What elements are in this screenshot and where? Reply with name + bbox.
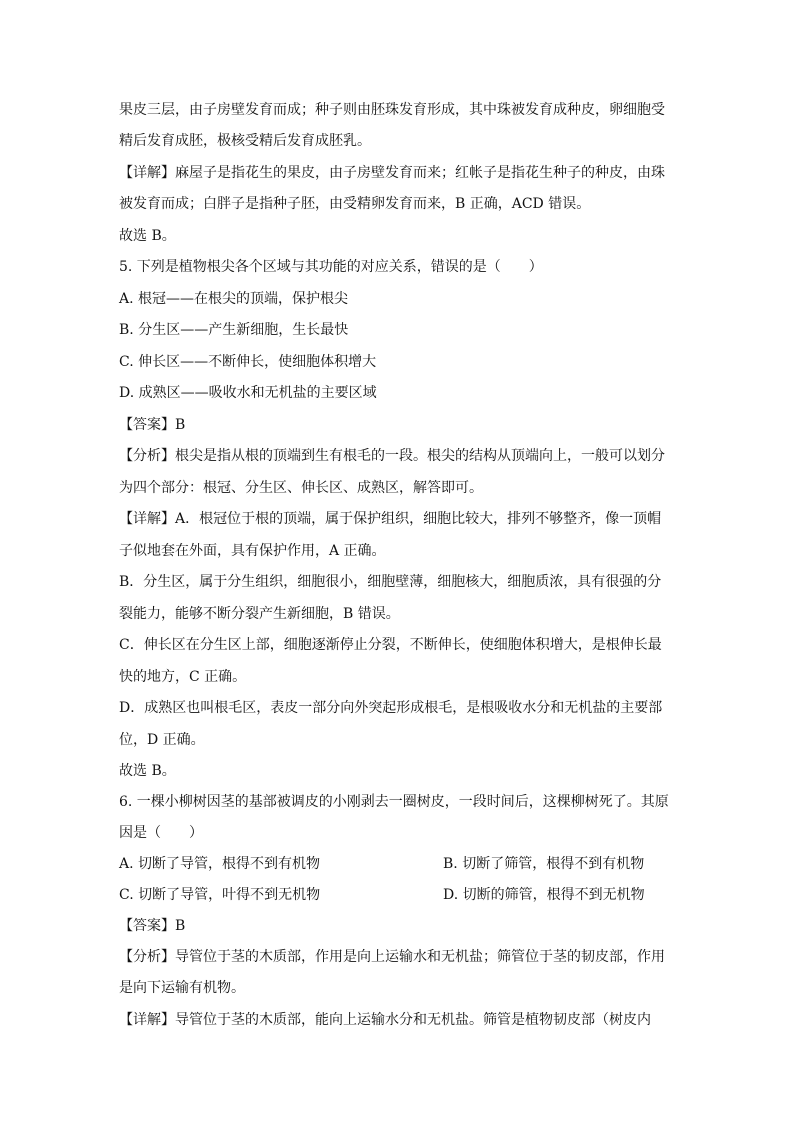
text-line: 为四个部分：根冠、分生区、伸长区、成熟区，解答即可。 <box>119 480 483 496</box>
text-line: 被发育而成；白胖子是指种子胚，由受精卵发育而来，B 正确，ACD 错误。 <box>119 196 591 212</box>
option-c: C. 切断了导管，叶得不到无机物 <box>119 887 321 903</box>
option-a: A. 根冠——在根尖的顶端，保护根尖 <box>119 291 349 307</box>
text-line: C．伸长区在分生区上部，细胞逐渐停止分裂，不断伸长，使细胞体积增大，是根伸长最 <box>119 637 662 653</box>
analysis: 【分析】根尖是指从根的顶端到生有根毛的一段。根尖的结构从顶端向上，一般可以划分 <box>119 448 665 464</box>
option-c: C. 伸长区——不断伸长，使细胞体积增大 <box>119 354 377 370</box>
text-line: 因是（ ） <box>119 825 203 841</box>
answer: 【答案】B <box>119 417 186 433</box>
text-line: 果皮三层，由子房壁发育而成；种子则由胚珠发育形成，其中珠被发育成种皮，卵细胞受 <box>119 102 665 118</box>
text-line: D．成熟区也叫根毛区，表皮一部分向外突起形成根毛，是根吸收水分和无机盐的主要部 <box>119 700 663 716</box>
text-line: 故选 B。 <box>119 763 176 779</box>
text-line: 快的地方，C 正确。 <box>119 669 247 685</box>
text-line: 子似地套在外面，具有保护作用，A 正确。 <box>119 543 386 559</box>
analysis: 【分析】导管位于茎的木质部，作用是向上运输水和无机盐；筛管位于茎的韧皮部，作用 <box>119 949 665 965</box>
option-d: D. 成熟区——吸收水和无机盐的主要区域 <box>119 385 377 401</box>
question-6: 6. 一棵小柳树因茎的基部被调皮的小刚剥去一圈树皮，一段时间后，这棵柳树死了。其原 <box>119 794 669 810</box>
explanation: 【详解】导管位于茎的木质部，能向上运输水分和无机盐。筛管是植物韧皮部（树皮内 <box>119 1012 651 1028</box>
answer: 【答案】B <box>119 918 186 934</box>
text-line: 裂能力，能够不断分裂产生新细胞，B 错误。 <box>119 606 400 622</box>
text-line: B．分生区，属于分生组织，细胞很小，细胞壁薄，细胞核大，细胞质浓，具有很强的分 <box>119 574 662 590</box>
option-d: D. 切断的筛管，根得不到无机物 <box>443 887 645 903</box>
option-a: A. 切断了导管，根得不到有机物 <box>119 856 321 872</box>
text-line: 位，D 正确。 <box>119 732 205 748</box>
text-line: 【详解】麻屋子是指花生的果皮，由子房壁发育而来；红帐子是指花生种子的种皮，由珠 <box>119 165 665 181</box>
text-line: 是向下运输有机物。 <box>119 980 245 996</box>
question-5: 5. 下列是植物根尖各个区域与其功能的对应关系，错误的是（ ） <box>119 259 543 275</box>
option-b: B. 分生区——产生新细胞，生长最快 <box>119 322 349 338</box>
explanation: 【详解】A．根冠位于根的顶端，属于保护组织，细胞比较大，排列不够整齐，像一顶帽 <box>119 511 662 527</box>
text-line: 故选 B。 <box>119 228 176 244</box>
option-b: B. 切断了筛管，根得不到有机物 <box>443 856 645 872</box>
text-line: 精后发育成胚，极核受精后发育成胚乳。 <box>119 133 371 149</box>
